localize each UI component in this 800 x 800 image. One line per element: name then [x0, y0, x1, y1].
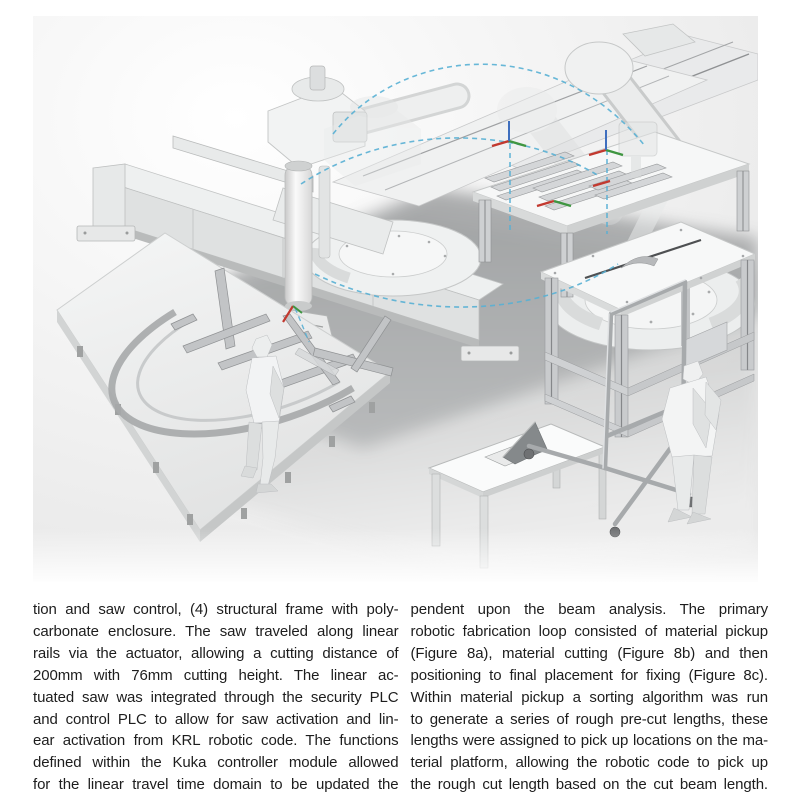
text-line: the rough cut length based on the cut beam length. — [410, 776, 768, 794]
text-line: rails via the actuator, allowing a cutting distance of — [33, 644, 399, 662]
text-line: positioning to final placement for fixing (Figure 8c). — [410, 666, 768, 684]
text-line: and control PLC to allow for saw activation and lin- — [33, 710, 399, 728]
text-column-right — [411, 599, 769, 796]
text-line: tuated saw was integrated through the security PLC — [33, 688, 399, 706]
text-line: robotic fabrication loop consisted of material pickup — [410, 622, 768, 640]
text-line: lengths were assigned to pick up locations on the ma- — [410, 732, 768, 750]
text-line: (Figure 8a), material cutting (Figure 8b) and then — [410, 644, 768, 662]
figure-canvas — [33, 16, 758, 582]
text-line: ear activation from KRL robotic code. The functions — [33, 732, 399, 750]
robotic-fabrication-figure — [33, 16, 758, 582]
text-line: tion and saw control, (4) structural frame with poly- — [33, 601, 399, 618]
text-line: defined within the Kuka controller module allowed — [33, 754, 399, 772]
text-line: terial platform, allowing the robotic code to pick up — [410, 754, 768, 772]
text-column-left — [33, 599, 399, 796]
text-line: Within material pickup a sorting algorithm was run — [410, 688, 768, 706]
text-line: 200mm with 76mm cutting height. The linear ac- — [33, 666, 399, 684]
text-line: carbonate enclosure. The saw traveled along linear — [33, 622, 399, 640]
bottom-fade — [33, 528, 758, 582]
text-line: pendent upon the beam analysis. The primary — [410, 601, 768, 618]
article-text — [33, 599, 768, 796]
text-line: to generate a series of rough pre-cut lengths, these — [410, 710, 768, 728]
text-line: for the linear travel time domain to be updated the — [33, 776, 399, 794]
